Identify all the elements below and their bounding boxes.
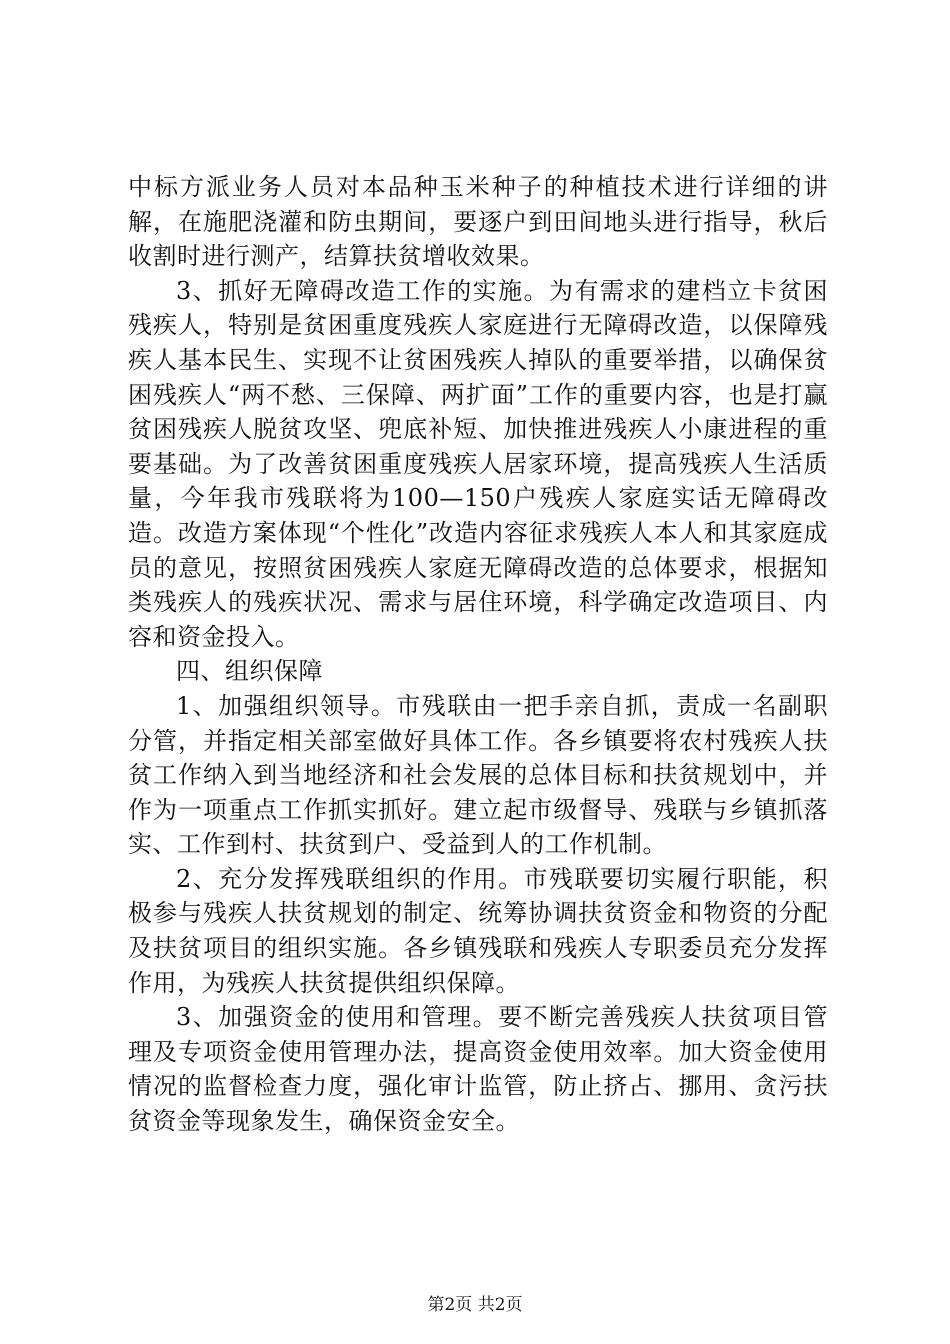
paragraph-continuation: 中标方派业务人员对本品种玉米种子的种植技术进行详细的讲解，在施肥浇灌和防虫期间，要逐户到田间地头进行指导，秋后收割时进行测产，结算扶贫增收效果。	[128, 173, 828, 271]
document-body	[128, 170, 828, 1139]
paragraph-fund-management: 3、加强资金的使用和管理。要不断完善残疾人扶贫项目管理及专项资金使用管理办法，提高资金使用效率。加大资金使用情况的监督检查力度，强化审计监管，防止挤占、挪用、贪污扶贫资金等现象发生，确保资金安全。	[128, 1003, 828, 1136]
paragraph-barrier-free-renovation: 3、抓好无障碍改造工作的实施。为有需求的建档立卡贫困残疾人，特别是贫困重度残疾人家庭进行无障碍改造，以保障残疾人基本民生、实现不让贫困残疾人掉队的重要举措，以确保贫困残疾人“两不愁、三保障、两扩面”工作的重要内容，也是打赢贫困残疾人脱贫攻坚、兜底补短、加快推进残疾人小康进程的重要基础。为了改善贫困重度残疾人居家环境，提高残疾人生活质量，今年我市残联将为100—150户残疾人家庭实话无障碍改造。改造方案体现“个性化”改造内容征求残疾人本人和其家庭成员的意见，按照贫困残疾人家庭无障碍改造的总体要求，根据知类残疾人的残疾状况、需求与居住环境，科学确定改造项目、内容和资金投入。	[128, 276, 828, 651]
paragraph-leadership: 1、加强组织领导。市残联由一把手亲自抓，责成一名副职分管，并指定相关部室做好具体工作。各乡镇要将农村残疾人扶贫工作纳入到当地经济和社会发展的总体目标和扶贫规划中，并作为一项重点工作抓实抓好。建立起市级督导、残联与乡镇抓落实、工作到村、扶贫到户、受益到人的工作机制。	[128, 691, 828, 859]
page-footer: 第2页 共2页	[427, 1295, 523, 1315]
paragraph-federation-role: 2、充分发挥残联组织的作用。市残联要切实履行职能，积极参与残疾人扶贫规划的制定、统筹协调扶贫资金和物资的分配及扶贫项目的组织实施。各乡镇残联和残疾人专职委员充分发挥作用，为残疾人扶贫提供组织保障。	[128, 864, 828, 997]
section-heading-organization: 四、组织保障	[176, 657, 323, 686]
